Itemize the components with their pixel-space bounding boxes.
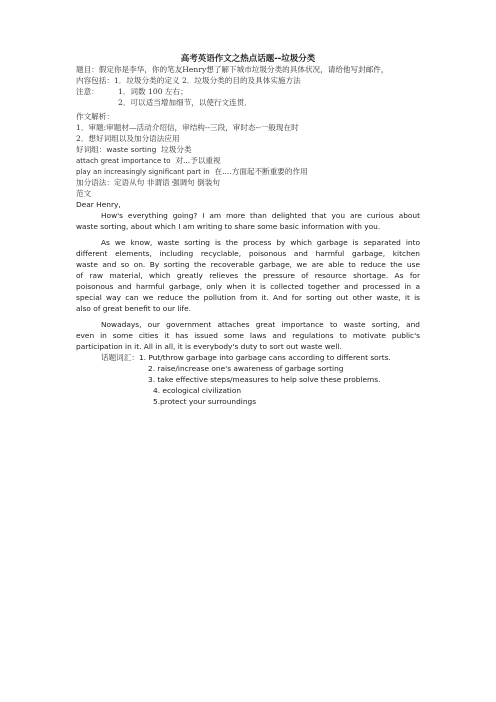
phrase-3-en: play an increasingly significant part in	[76, 168, 210, 176]
letter-p2-line: waste and so on. By sorting the recoverable garbage, we are able to reduce the use	[76, 260, 420, 269]
letter-p1-line: waste sorting, about which I am writing to share some basic information with you.	[76, 222, 381, 231]
vocab-line-1	[101, 353, 391, 363]
letter-greeting: Dear Henry,	[76, 200, 121, 209]
note-1: 1．词数 100 左右；	[118, 87, 188, 96]
note-2: 2．可以适当增加细节，以使行文连贯．	[118, 98, 252, 107]
phrase-1-cn: 垃圾分类	[161, 145, 192, 154]
letter-p2-line: of raw material, which greatly relieves the pressure of resource shortage. As for	[76, 271, 420, 280]
vocab-label: 话题词汇：	[101, 353, 139, 362]
letter-p3-line: even in some cities it has issued some laws and regulations to motivate public's	[76, 331, 420, 340]
letter-p2-line: also of great benefit to our life.	[76, 304, 192, 313]
vocab-item-4: 4. ecological civilization	[153, 386, 242, 395]
analysis-item-2: 2．想好词组以及加分语法应用	[76, 134, 180, 143]
letter-p2-line: poisonous and harmful garbage, only when it is collected together and processed in a	[76, 282, 420, 291]
letter-p3-line: Nowadays, our government attaches great importance to waste sorting, and	[101, 320, 420, 329]
phrase-2-cn: 对...予以重视	[175, 156, 221, 165]
good-words-label: 好词组：	[76, 145, 107, 154]
phrase-3-cn: 在....方面起不断重要的作用	[214, 167, 308, 176]
analysis-item-1: 1．审题:审题材—活动介绍信，审结构--三段，审时态--一般现在时	[76, 123, 299, 132]
analysis-heading: 作文解析：	[76, 112, 114, 121]
letter-p3-line: participation in it. All in all, it is everybody's duty to sort out waste well.	[76, 342, 342, 351]
letter-p2-line: As we know, waste sorting is the process by which garbage is separated into	[101, 238, 420, 247]
vocab-item-3: 3. take effective steps/measures to help solve these problems.	[148, 375, 381, 384]
vocab-item-5: 5.protect your surroundings	[153, 397, 257, 406]
letter-p2-line: different elements, including recyclable, poisonous and harmful garbage, kitchen	[76, 249, 420, 258]
notes-label: 注意：	[76, 87, 99, 96]
vocab-item-1: 1. Put/throw garbage into garbage cans according to different sorts.	[138, 353, 391, 362]
prompt-line-1: 题目：假定你是李华，你的笔友Henry想了解下城市垃圾分类的具体状况，请给他写封邮件，	[76, 65, 389, 74]
good-phrase-2	[76, 156, 221, 166]
phrase-2-en: attach great importance to	[76, 157, 171, 165]
prompt-notes	[76, 87, 188, 97]
phrase-1-en: waste sorting	[106, 145, 157, 154]
letter-p1-line: How's everything going? I am more than delighted that you are curious about	[101, 211, 420, 220]
sample-label: 范文	[76, 189, 92, 198]
good-phrase-1	[76, 145, 192, 155]
prompt-line-2: 内容包括：1．垃圾分类的定义 2．垃圾分类的目的及具体实施方法	[76, 76, 301, 85]
letter-p2-line: special way can we reduce the pollution from it. And for sorting out other waste, it is	[76, 293, 420, 302]
document-title: 高考英语作文之热点话题--垃圾分类	[180, 54, 316, 64]
grammar-line: 加分语法：定语从句 非谓语 强调句 倒装句	[76, 178, 220, 187]
good-phrase-3	[76, 167, 308, 177]
vocab-item-2: 2. raise/increase one's awareness of garbage sorting	[148, 364, 344, 373]
